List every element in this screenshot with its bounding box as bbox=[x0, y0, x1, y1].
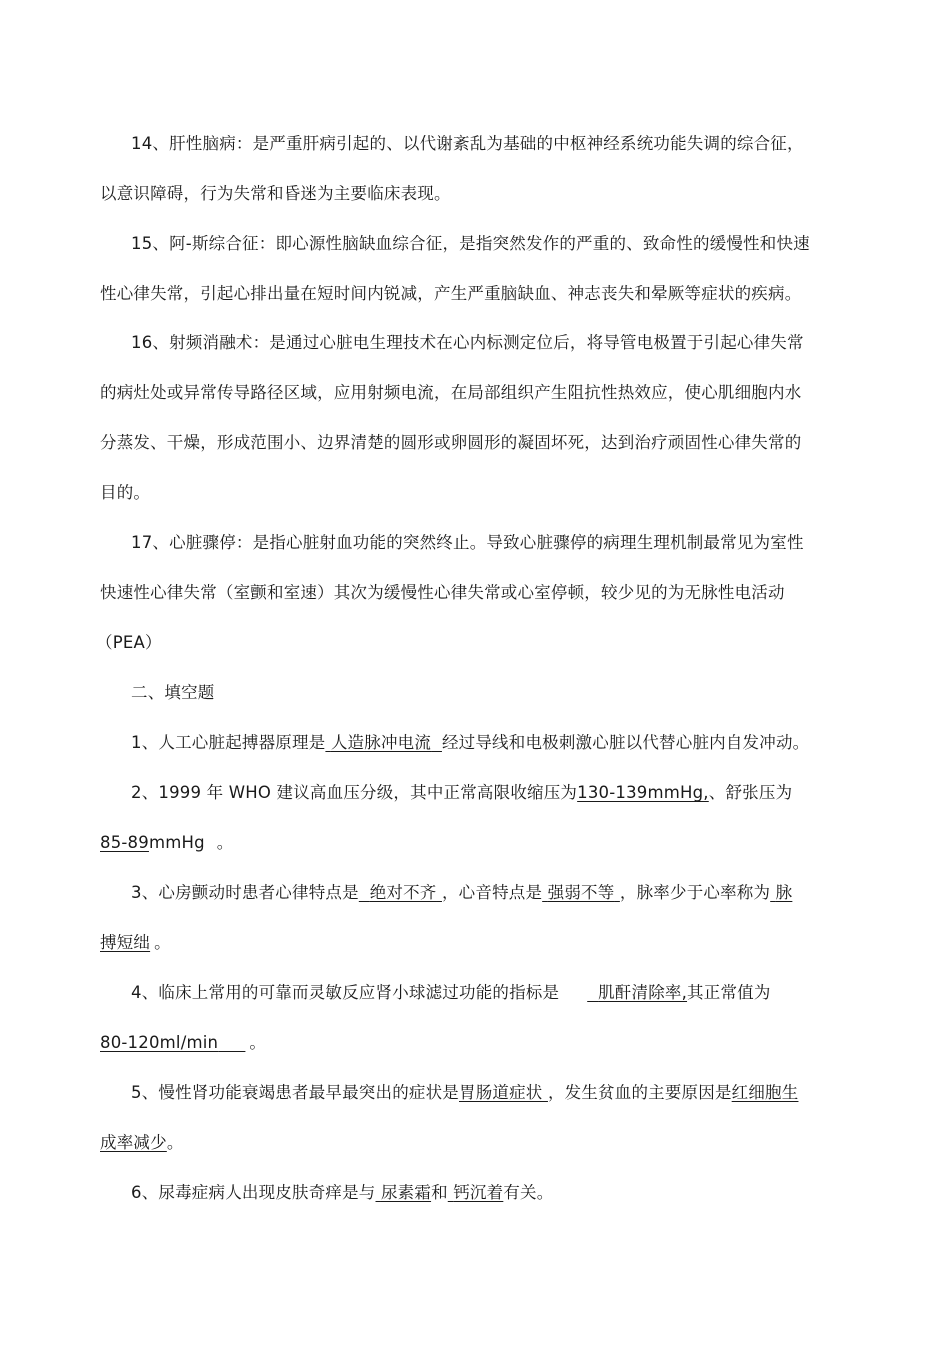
q4-end: 。 bbox=[249, 1033, 267, 1052]
q2-text-a: 2、1999 年 WHO 建议高血压分级，其中正常高限收缩压为 bbox=[131, 783, 578, 802]
definition-17-line-1: 17、心脏骤停：是指心脏射血功能的突然终止。导致心脏骤停的病理生理机制最常见为室性 bbox=[131, 533, 804, 552]
question-5-line-1 bbox=[131, 1081, 883, 1105]
definition-16-line-1: 16、射频消融术：是通过心脏电生理技术在心内标测定位后，将导管电极置于引起心律失常 bbox=[131, 333, 804, 352]
q2-text-c: 、舒张压为 bbox=[708, 783, 793, 802]
q4-text-a: 4、临床上常用的可靠而灵敏反应肾小球滤过功能的指标是 bbox=[131, 983, 560, 1002]
q3-text-c: ，心音特点是 bbox=[441, 883, 543, 902]
question-3-line-2 bbox=[100, 931, 852, 955]
q2-answer-diastolic: 85-89 bbox=[100, 833, 149, 852]
definition-17-line-3: （PEA） bbox=[96, 633, 162, 652]
q3-text-a: 3、心房颤动时患者心律特点是 bbox=[131, 883, 359, 902]
q5-answer-symptom: 胃肠道症状 bbox=[459, 1083, 543, 1102]
question-1 bbox=[131, 731, 883, 755]
q5-answer-anemia-part2: 成率减少 bbox=[100, 1133, 167, 1152]
question-3-line-1 bbox=[131, 881, 883, 905]
q3-answer-pulse-part1: 脉 bbox=[775, 883, 793, 902]
q4-answer-normal: 80-120ml/min bbox=[100, 1033, 219, 1052]
q3-end: 。 bbox=[154, 933, 171, 952]
q5-text-c: ，发生贫血的主要原因是 bbox=[547, 1083, 732, 1102]
question-2-line-2 bbox=[100, 831, 852, 855]
q6-answer-1: 尿素霜 bbox=[380, 1183, 432, 1202]
definition-17-line-2: 快速性心律失常（室颤和室速）其次为缓慢性心律失常或心室停顿，较少见的为无脉性电活动 bbox=[100, 583, 785, 602]
question-4-line-1 bbox=[131, 981, 883, 1005]
q4-text-c: 其正常值为 bbox=[687, 983, 771, 1002]
definition-14-line-2: 以意识障碍，行为失常和昏迷为主要临床表现。 bbox=[100, 184, 451, 203]
question-6 bbox=[131, 1181, 883, 1205]
q3-answer-rhythm: 绝对不齐 bbox=[369, 883, 437, 902]
q2-answer-systolic: 130-139mmHg, bbox=[577, 783, 709, 802]
definition-15-line-1: 15、阿-斯综合征：即心源性脑缺血综合征，是指突然发作的严重的、致命性的缓慢性和快速 bbox=[131, 234, 810, 253]
definition-14-line-1: 14、肝性脑病：是严重肝病引起的、以代谢紊乱为基础的中枢神经系统功能失调的综合征， bbox=[131, 134, 804, 153]
q5-answer-anemia-part1: 红细胞生 bbox=[731, 1083, 799, 1102]
q4-answer-indicator: 肌酐清除率, bbox=[598, 983, 688, 1002]
q2-end: 。 bbox=[216, 833, 234, 852]
definition-16-line-3: 分蒸发、干燥，形成范围小、边界清楚的圆形或卵圆形的凝固坏死，达到治疗顽固性心律失常的 bbox=[100, 433, 802, 452]
q1-answer: 人造脉冲电流 bbox=[330, 733, 432, 752]
q2-unit: mmHg bbox=[148, 833, 205, 852]
definition-15-line-2: 性心律失常，引起心排出量在短时间内锐减，产生严重脑缺血、神志丧失和晕厥等症状的疾病。 bbox=[100, 284, 802, 303]
definition-16-line-2: 的病灶处或异常传导路径区域，应用射频电流，在局部组织产生阻抗性热效应，使心肌细胞内水 bbox=[100, 383, 802, 402]
question-2-line-1 bbox=[131, 781, 883, 805]
q1-text-a: 1、人工心脏起搏器原理是 bbox=[131, 733, 326, 752]
q6-text-a: 6、尿毒症病人出现皮肤奇痒是与 bbox=[131, 1183, 376, 1202]
q5-end: 。 bbox=[166, 1133, 184, 1152]
q1-text-c: 经过导线和电极刺激心脏以代替心脏内自发冲动。 bbox=[441, 733, 810, 752]
q3-answer-sound: 强弱不等 bbox=[547, 883, 615, 902]
q3-answer-pulse-part2: 搏短绌 bbox=[100, 933, 151, 952]
question-4-line-2 bbox=[100, 1031, 852, 1055]
question-5-line-2 bbox=[100, 1131, 852, 1155]
section-title: 二、填空题 bbox=[131, 683, 215, 702]
q6-text-e: 有关。 bbox=[503, 1183, 554, 1202]
definition-16-line-4: 目的。 bbox=[100, 483, 151, 502]
q6-text-c: 和 bbox=[431, 1183, 448, 1202]
q6-answer-2: 钙沉着 bbox=[453, 1183, 504, 1202]
q3-text-e: ，脉率少于心率称为 bbox=[619, 883, 771, 902]
q5-text-a: 5、慢性肾功能衰竭患者最早最突出的症状是 bbox=[131, 1083, 459, 1102]
